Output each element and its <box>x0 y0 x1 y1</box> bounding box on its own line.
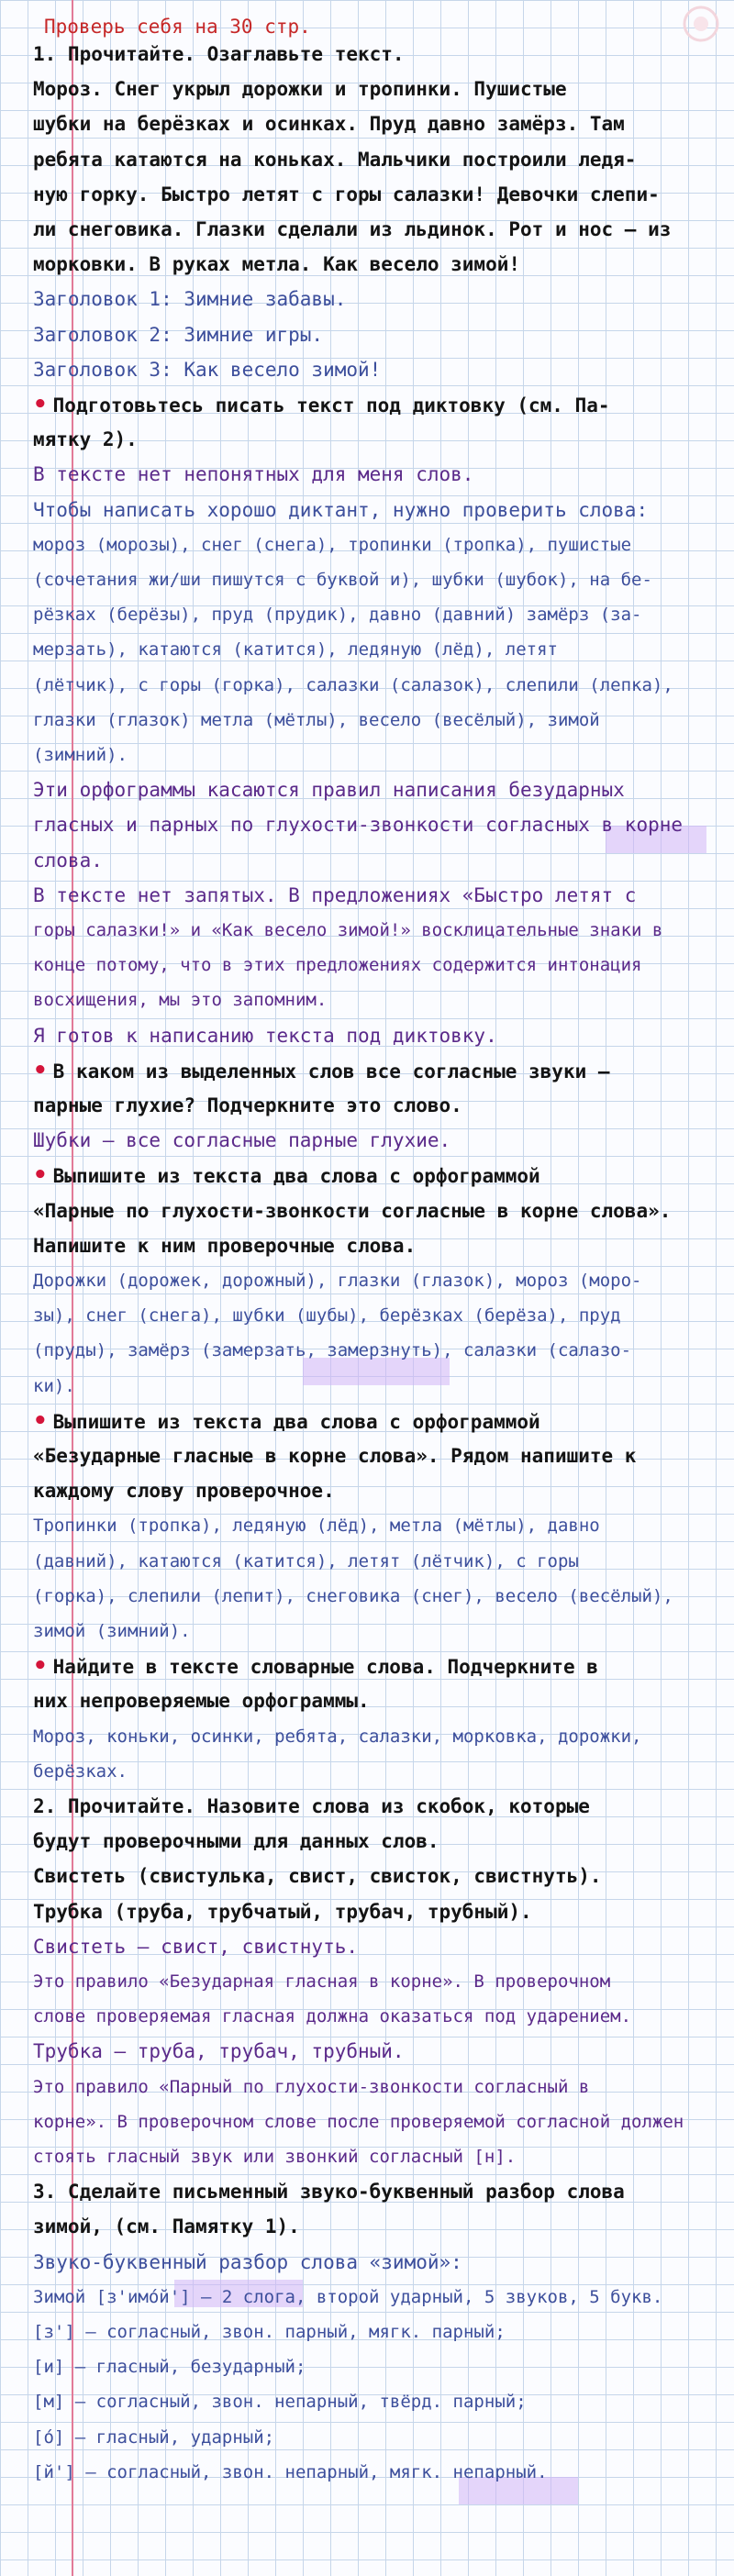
line-text: Свистеть (свистулька, свист, свисток, свистнуть). <box>33 1865 602 1887</box>
text-line <box>33 1057 723 1085</box>
line-text: (зимний). <box>33 745 128 765</box>
text-line <box>33 216 723 243</box>
line-text: Напишите к ним проверочные слова. <box>33 1235 417 1257</box>
line-text: будут проверочными для данных слов. <box>33 1830 439 1852</box>
text-line <box>33 2143 723 2171</box>
line-text: глазки (глазок) метла (мётлы), весело (весёлый), зимой <box>33 710 600 730</box>
text-line <box>33 1092 723 1119</box>
text-line <box>33 847 723 874</box>
text-line <box>33 181 723 208</box>
line-text: мороз (морозы), снег (снега), тропинки (тропка), пушистые <box>33 535 632 555</box>
text-line <box>33 1477 723 1505</box>
line-text: Я готов к написанию текста под диктовку. <box>33 1025 497 1047</box>
line-text: ную горку. Быстро летят с горы салазки! Девочки слепи- <box>33 183 660 205</box>
line-text: Заголовок 3: Как весело зимой! <box>33 359 382 381</box>
text-line <box>33 461 723 488</box>
line-text: «Безударные гласные в корне слова». Рядом напишите к <box>33 1445 637 1467</box>
line-text: Дорожки (дорожек, дорожный), глазки (глазок), мороз (моро- <box>33 1271 642 1291</box>
text-line <box>33 1022 723 1049</box>
text-line <box>33 2213 723 2240</box>
bullet-icon: • <box>33 1161 48 1189</box>
text-line <box>33 2003 723 2030</box>
line-text: (сочетания жи/ши пишутся с буквой и), шубки (шубок), на бе- <box>33 570 652 590</box>
text-line <box>33 1582 723 1610</box>
line-text: ребята катаются на коньках. Мальчики построили ледя- <box>33 149 637 171</box>
text-line <box>33 110 723 138</box>
line-text: зимой (зимний). <box>33 1621 191 1641</box>
text-line <box>33 2178 723 2205</box>
text-line <box>33 40 723 68</box>
text-line <box>33 2283 723 2311</box>
text-line <box>33 811 723 838</box>
line-text: В каком из выделенных слов все согласные звуки – <box>52 1060 610 1083</box>
line-text: каждому слову проверочное. <box>33 1480 335 1502</box>
line-text: Это правило «Безударная гласная в корне». В проверочном <box>33 1971 611 1992</box>
line-text: гласных и парных по глухости-звонкости согласных в корне <box>33 814 684 836</box>
text-line <box>33 426 723 453</box>
line-text: Эти орфограммы касаются правил написания безударных <box>33 779 625 801</box>
text-line <box>33 2037 723 2065</box>
line-text: 1. Прочитайте. Озаглавьте текст. <box>33 43 405 65</box>
text-line <box>33 1793 723 1820</box>
text-line <box>33 636 723 663</box>
text-line <box>33 1548 723 1575</box>
text-line <box>33 776 723 804</box>
text-line <box>33 2108 723 2136</box>
line-text: морковки. В руках метла. Как весело зимой! <box>33 253 521 275</box>
line-text: ки). <box>33 1376 75 1396</box>
text-line <box>33 1161 723 1190</box>
line-text: парные глухие? Подчеркните это слово. <box>33 1094 462 1116</box>
line-text: Мороз, коньки, осинки, ребята, салазки, морковка, дорожки, <box>33 1727 642 1747</box>
text-line <box>33 1512 723 1539</box>
text-line <box>33 916 723 944</box>
bullet-icon: • <box>33 1407 48 1435</box>
line-text: (лётчик), с горы (горка), салазки (салазок), слепили (лепка), <box>33 675 673 695</box>
line-text: Трубка (труба, трубчатый, трубач, трубный). <box>33 1901 532 1923</box>
text-line <box>33 2424 723 2451</box>
line-text: ли снеговика. Глазки сделали из льдинок. Рот и нос – из <box>33 218 672 240</box>
text-line <box>33 2459 723 2486</box>
text-line <box>33 1898 723 1926</box>
line-text: зы), снег (снега), шубки (шубы), берёзках (берёза), пруд <box>33 1305 621 1326</box>
text-line <box>33 741 723 769</box>
text-line <box>33 1197 723 1225</box>
text-line <box>33 2318 723 2346</box>
line-text: слова. <box>33 849 103 872</box>
line-text: берёзках. <box>33 1761 128 1782</box>
line-text: мятку 2). <box>33 428 138 450</box>
line-text: Выпишите из текста два слова с орфограммой <box>52 1411 540 1433</box>
line-text: Это правило «Парный по глухости-звонкости согласный в <box>33 2077 590 2097</box>
line-text: восхищения, мы это запомним. <box>33 990 328 1010</box>
line-text: [й'] – согласный, звон. непарный, мягк. непарный. <box>33 2462 548 2482</box>
line-text: Свистеть – свист, свистнуть. <box>33 1936 359 1958</box>
text-line <box>33 321 723 349</box>
text-line <box>33 2353 723 2381</box>
line-text: (горка), слепили (лепит), снеговика (снег), весело (весёлый), <box>33 1586 673 1606</box>
line-text: горы салазки!» и «Как весело зимой!» восклицательные знаки в <box>33 920 663 940</box>
bullet-icon: • <box>33 391 48 418</box>
text-line <box>33 672 723 699</box>
line-text: зимой, (см. Памятку 1). <box>33 2215 300 2237</box>
text-line <box>33 1827 723 1855</box>
line-text: стоять гласный звук или звонкий согласный [н]. <box>33 2147 517 2167</box>
text-line <box>33 2388 723 2415</box>
line-text: конце потому, что в этих предложениях содержится интонация <box>33 955 642 975</box>
line-text: Звуко-буквенный разбор слова «зимой»: <box>33 2251 462 2273</box>
line-text: В тексте нет запятых. В предложениях «Быстро летят с <box>33 884 637 906</box>
text-line <box>33 1302 723 1329</box>
text-line <box>33 1267 723 1294</box>
text-line <box>33 1372 723 1400</box>
text-line <box>33 250 723 278</box>
text-line <box>33 356 723 383</box>
text-line <box>33 1862 723 1890</box>
line-text: Мороз. Снег укрыл дорожки и тропинки. Пушистые <box>33 78 567 100</box>
line-text: (пруды), замёрз (замерзать, замерзнуть), салазки (салазо- <box>33 1340 632 1360</box>
text-line <box>33 75 723 103</box>
text-line <box>33 2248 723 2276</box>
text-line <box>33 601 723 628</box>
line-text: [м] – согласный, звон. непарный, твёрд. парный; <box>33 2392 527 2412</box>
text-line <box>33 285 723 313</box>
text-line <box>33 1652 723 1681</box>
text-line <box>33 1723 723 1750</box>
text-line <box>33 1617 723 1645</box>
text-line <box>33 531 723 559</box>
text-line <box>33 1687 723 1715</box>
line-text: 3. Сделайте письменный звуко-буквенный разбор слова <box>33 2181 625 2203</box>
text-line <box>33 566 723 594</box>
line-text: Трубка – труба, трубач, трубный. <box>33 2040 405 2062</box>
line-text: Шубки – все согласные парные глухие. <box>33 1129 451 1151</box>
line-text: В тексте нет непонятных для меня слов. <box>33 463 474 485</box>
text-line <box>33 1758 723 1785</box>
text-line <box>33 391 723 419</box>
text-line <box>33 2073 723 2101</box>
line-text: Тропинки (тропка), ледяную (лёд), метла (мётлы), давно <box>33 1516 600 1536</box>
line-text: Чтобы написать хорошо диктант, нужно проверить слова: <box>33 499 649 521</box>
text-line <box>33 1407 723 1436</box>
line-text: Заголовок 1: Зимние забавы. <box>33 288 347 310</box>
text-line <box>33 1968 723 1995</box>
line-text: Заголовок 2: Зимние игры. <box>33 324 324 346</box>
line-text: мерзать), катаются (катится), ледяную (лёд), летят <box>33 639 558 660</box>
line-text: рёзках (берёзы), пруд (прудик), давно (давний) замёрз (за- <box>33 605 642 625</box>
line-text: 2. Прочитайте. Назовите слова из скобок, которые <box>33 1795 590 1817</box>
text-line <box>33 706 723 734</box>
line-text: слове проверяемая гласная должна оказаться под ударением. <box>33 2006 632 2026</box>
bullet-icon: • <box>33 1652 48 1680</box>
line-text: Выпишите из текста два слова с орфограммой <box>52 1165 540 1187</box>
line-text: них непроверяемые орфограммы. <box>33 1690 370 1712</box>
line-text: Подготовьтесь писать текст под диктовку (см. Па- <box>52 394 610 416</box>
text-line <box>33 986 723 1014</box>
text-line <box>33 1232 723 1260</box>
text-line <box>33 1337 723 1364</box>
line-text: Зимой [з'имо́й'] – 2 слога, второй ударный, 5 звуков, 5 букв. <box>33 2287 663 2307</box>
line-text: [и] – гласный, безударный; <box>33 2357 306 2377</box>
text-line <box>33 1127 723 1154</box>
line-text: шубки на берёзках и осинках. Пруд давно замёрз. Там <box>33 113 625 135</box>
text-line <box>33 496 723 524</box>
line-text: «Парные по глухости-звонкости согласные в корне слова». <box>33 1200 672 1222</box>
bullet-icon: • <box>33 1057 48 1084</box>
text-line <box>33 951 723 979</box>
line-text: (давний), катаются (катится), летят (лётчик), с горы <box>33 1551 579 1571</box>
text-line <box>33 1933 723 1960</box>
line-text: [з'] – согласный, звон. парный, мягк. парный; <box>33 2322 506 2342</box>
text-line <box>33 1442 723 1470</box>
page-header: Проверь себя на 30 стр. <box>44 16 311 38</box>
text-line <box>33 146 723 173</box>
line-text: Найдите в тексте словарные слова. Подчеркните в <box>52 1656 598 1678</box>
text-line <box>33 882 723 909</box>
line-text: корне». В проверочном слове после проверяемой согласной должен <box>33 2112 684 2132</box>
line-text: [о́] – гласный, ударный; <box>33 2427 275 2448</box>
